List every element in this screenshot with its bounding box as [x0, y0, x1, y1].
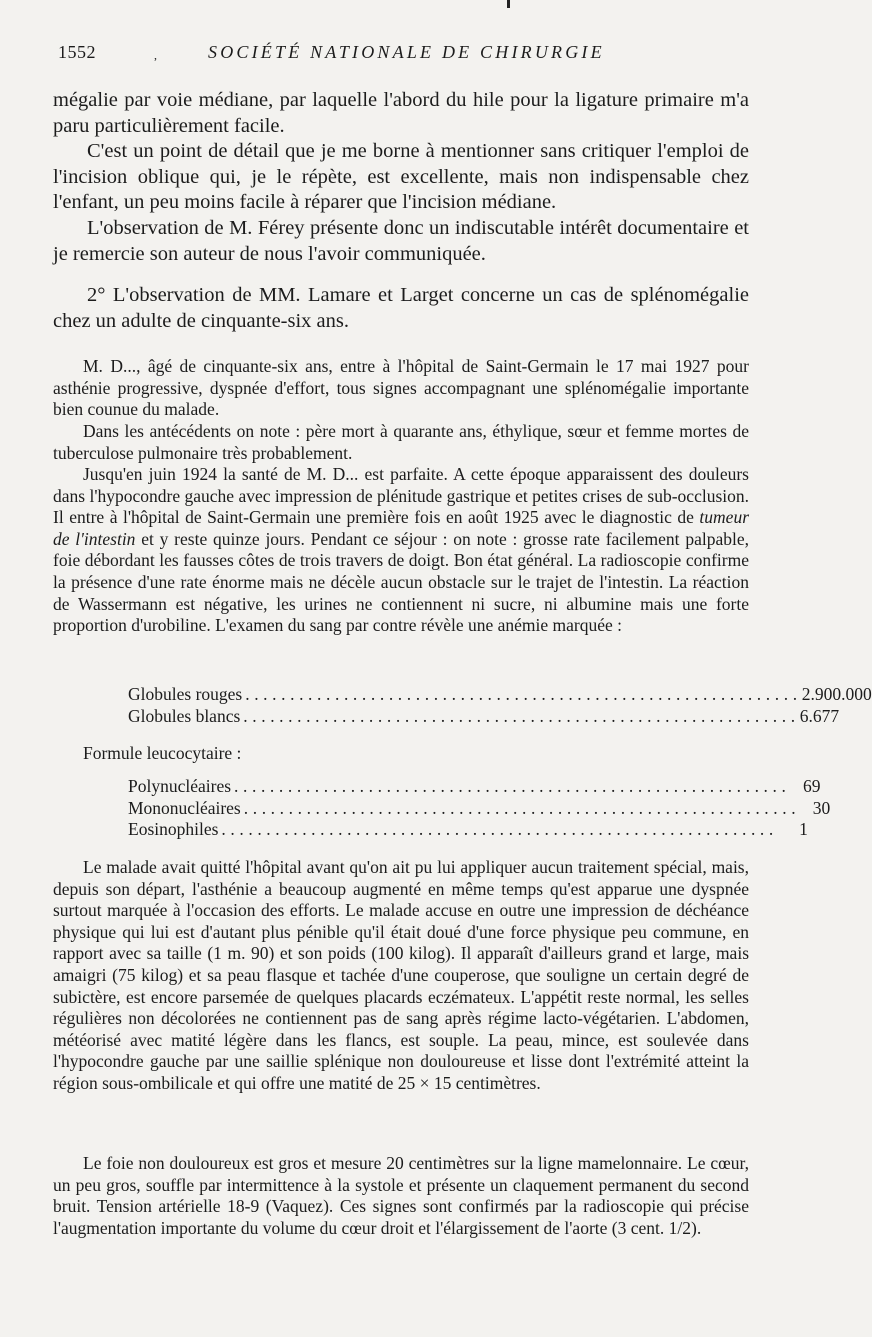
lab-value: 6.677 [799, 705, 840, 726]
case-admission: M. D..., âgé de cinquante-six ans, entre à l'hôpital de Saint-Germain le 17 mai 1927 pour asthénie progressive, dyspnée d'effort, tous signes accompagnant une splénomégalie importante bien counue du malade. [53, 356, 749, 420]
case-clinical-state: Le malade avait quitté l'hôpital avant qu'on ait pu lui appliquer aucun traitement spécial, mais, depuis son départ, l'asthénie a beaucoup augmenté en même temps qu'est apparue une dyspnée surtout marquée à l'occasion des efforts. Le malade accuse en outre une impression de déchéance physique qui lui est d'autant plus pénible qu'il était doué d'une force physique peu commune, en rapport avec sa taille (1 m. 90) et son poids (100 kilog). Il apparaît d'ailleurs grand et large, mais amaigri (75 kilog) et sa peau flasque et tachée d'une couperose, que souligne un certain degré de subictère, est encore parsemée de quelques placards eczémateux. L'appétit reste normal, les selles régulières non décolorées ne contiennent pas de sang après régime lacto-végétarien. L'abdomen, météorisé avec matité légère dans les flancs, est souple. La peau, mince, est soulevée dans l'hypocondre gauche par une saillie splénique non douloureuse et lisse dont l'extrémité atteint la région sous-ombilicale et qui offre une matité de 25 × 15 centimètres. [53, 857, 749, 1093]
lab-row [128, 705, 840, 728]
lab-label: Globules blancs [128, 705, 241, 726]
lab-value: 2.900.000 [801, 684, 872, 704]
dot-leader: .............................................................. [243, 705, 800, 726]
dot-leader: .............................................................. [234, 776, 791, 796]
lab-row [128, 684, 872, 706]
stray-mark: , [154, 48, 157, 62]
paragraph-ferey: L'observation de M. Férey présente donc un indiscutable intérêt documentaire et je remercie son auteur de nous l'avoir communiquée. [53, 217, 749, 265]
diagnosis-italic: tumeur de l'intestin [53, 507, 749, 549]
running-title: SOCIÉTÉ NATIONALE DE CHIRURGIE [208, 42, 605, 62]
blood-count-table [128, 684, 872, 727]
lab-label: Globules rouges [128, 684, 243, 704]
case-antecedents: Dans les antécédents on note : père mort à quarante ans, éthylique, sœur et femme mortes de tuberculose pulmonaire très probablement. [53, 421, 749, 463]
case-history-text-1: Jusqu'en juin 1924 la santé de M. D... est parfaite. A cette époque apparaissent des douleurs dans l'hypocondre gauche avec impression de plénitude gastrique et petites crises de sub-occlusion. Il entre à l'hôpital de Saint-Germain une première fois en août 1925 avec le diagnostic de [53, 464, 749, 528]
lab-value: 30 [812, 797, 831, 818]
lab-row [128, 819, 808, 841]
leukocyte-formula-table [128, 776, 831, 841]
lab-label: Mononucléaires [128, 797, 241, 818]
paragraph-incision: C'est un point de détail que je me borne à mentionner sans critiquer l'emploi de l'incision oblique qui, je le répète, est excellente, mais non indispensable chez l'enfant, un peu moins facile à réparer que l'incision médiane. [53, 140, 749, 214]
lab-row [128, 776, 821, 798]
lab-value: 69 [802, 776, 821, 796]
page-number: 1552 [58, 42, 96, 62]
case-history-text-2: et y reste quinze jours. Pendant ce séjour : on note : grosse rate facilement palpable, foie débordant les fausses côtes de trois travers de doigt. Bon état général. La radioscopie confirme la présence d'une rate énorme mais ne décèle aucun obstacle sur le trajet de l'intestin. La réaction de Wassermann est négative, les urines ne contiennent ni sucre, ni albumine mais une forte proportion d'urobiline. L'examen du sang par contre révèle une anémie marquée : [53, 528, 749, 636]
lab-value: 1 [799, 819, 808, 840]
dot-leader: .............................................................. [243, 797, 801, 818]
lab-label: Polynucléaires [128, 776, 232, 796]
paragraph-lamare-larget: 2° L'observation de MM. Lamare et Larget concerne un cas de splénomégalie chez un adulte de cinquante-six ans. [53, 284, 749, 332]
dot-leader: .............................................................. [245, 684, 802, 704]
paragraph-continuation: mégalie par voie médiane, par laquelle l'abord du hile pour la ligature primaire m'a paru particulièrement facile. [53, 89, 749, 137]
page-header [58, 42, 750, 66]
case-liver-heart: Le foie non douloureux est gros et mesure 20 centimètres sur la ligne mamelonnaire. Le cœur, un peu gros, souffle par intermittence à la systole et présente un claquement permanent du second bruit. Tension artérielle 18-9 (Vaquez). Ces signes sont confirmés par la radioscopie qui précise l'augmentation importante du volume du cœur droit et l'élargissement de l'aorte (3 cent. 1/2). [53, 1153, 749, 1238]
scan-mark [507, 0, 510, 8]
dot-leader: .............................................................. [221, 819, 778, 840]
case-history [53, 464, 749, 637]
lab-row [128, 797, 831, 820]
formula-label: Formule leucocytaire : [83, 743, 242, 763]
lab-label: Eosinophiles [128, 819, 219, 840]
